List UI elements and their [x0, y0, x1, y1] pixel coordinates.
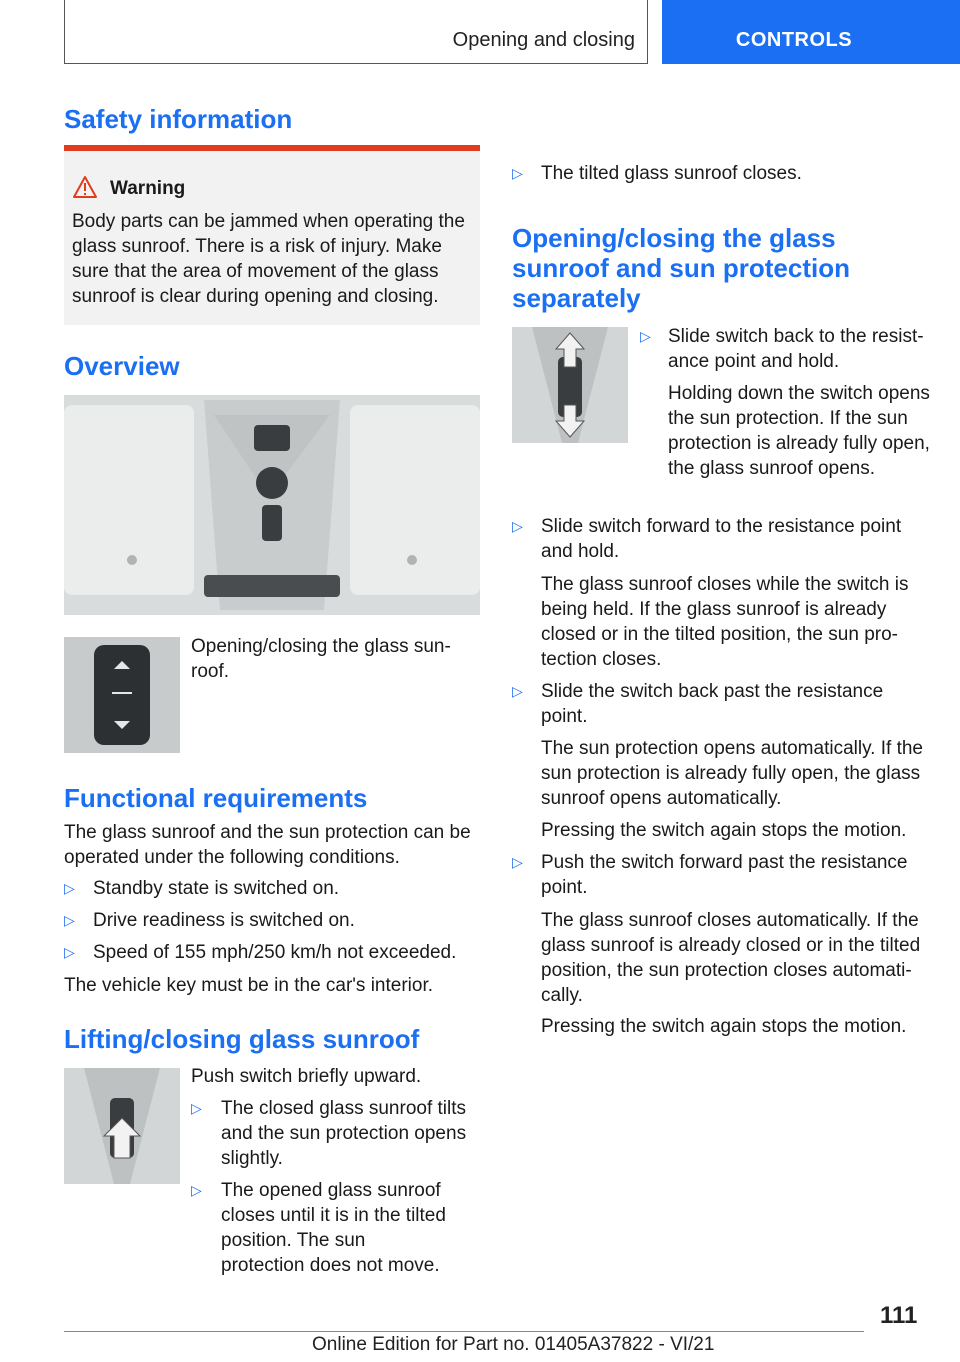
functional-heading: Functional requirements — [64, 783, 368, 813]
bullet-triangle-icon: ▷ — [512, 683, 523, 699]
overview-caption: Opening/closing the glass sun-roof. — [191, 636, 451, 682]
list-item: ▷ Slide switch back to the resist-ance point and hold. — [640, 326, 924, 372]
section-title: Opening and closing — [452, 29, 635, 51]
header-section-box — [64, 0, 648, 64]
lifting-intro: Push switch briefly upward. — [191, 1066, 422, 1087]
bullet-triangle-icon: ▷ — [512, 165, 523, 181]
bullet-triangle-icon: ▷ — [512, 518, 523, 534]
separately-detail: Holding down the switch opens the sun protection. If the sun protection is already fully open, the glass sunroof opens. — [668, 383, 930, 479]
list-item: ▷ The opened glass sunroof closes until it is in the tilted position. The sun protection does not move. — [191, 1180, 446, 1276]
warning-icon — [72, 175, 98, 199]
warning-text: Body parts can be jammed when operating the glass sunroof. There is a risk of injury. Make sure that the area of movement of the glass sunroof is clear during opening and closing. — [72, 211, 465, 307]
tab-controls[interactable]: CONTROLS — [735, 29, 853, 51]
list-item: ▷ The closed glass sunroof tilts and the sun protection opens slightly. — [191, 1098, 467, 1169]
list-item: ▷ Slide the switch back past the resistance point. — [512, 681, 884, 727]
separately-detail: Pressing the switch again stops the motion. — [541, 820, 907, 841]
switch-up-image — [64, 1068, 180, 1184]
functional-intro: The glass sunroof and the sun protection can be operated under the following conditions. — [64, 822, 471, 868]
list-item: ▷ Slide switch forward to the resistance point and hold. — [512, 516, 902, 562]
separately-heading: Opening/closing the glass sunroof and sun protection separately — [512, 223, 850, 313]
bullet-triangle-icon: ▷ — [64, 880, 75, 896]
footer-edition: Online Edition for Part no. 01405A37822 - VI/21 — [312, 1334, 715, 1355]
functional-note: The vehicle key must be in the car's interior. — [64, 975, 434, 996]
warning-box — [64, 145, 480, 325]
switch-closeup-image — [64, 637, 180, 753]
lifting-heading: Lifting/closing glass sunroof — [64, 1024, 420, 1054]
separately-detail: The glass sunroof closes automatically. If the glass sunroof is already closed or in the tilted position, the sun protection closes automati-cally. — [541, 910, 921, 1006]
separately-detail: Pressing the switch again stops the motion. — [541, 1016, 907, 1037]
bullet-triangle-icon: ▷ — [64, 912, 75, 928]
list-item: ▷ Push the switch forward past the resistance point. — [512, 852, 908, 898]
footer-divider — [64, 1331, 864, 1332]
page-number: 111 — [880, 1302, 918, 1329]
separately-detail: The glass sunroof closes while the switch is being held. If the glass sunroof is already closed or in the tilted position, the sun pro-tection closes. — [541, 574, 909, 670]
list-item: ▷ Drive readiness is switched on. — [64, 910, 355, 931]
safety-heading: Safety information — [64, 104, 293, 134]
switch-slide-image — [512, 327, 628, 443]
list-item: ▷ Standby state is switched on. — [64, 878, 340, 899]
separately-detail: The sun protection opens automatically. If the sun protection is already fully open, the glass sunroof opens automatically. — [541, 738, 923, 809]
warning-title: Warning — [110, 178, 186, 199]
list-item: ▷ The tilted glass sunroof closes. — [512, 163, 802, 184]
bullet-triangle-icon: ▷ — [191, 1100, 202, 1116]
bullet-triangle-icon: ▷ — [64, 944, 75, 960]
overhead-console-image — [64, 395, 480, 615]
header-tab-box[interactable] — [662, 0, 960, 64]
bullet-triangle-icon: ▷ — [640, 328, 651, 344]
bullet-triangle-icon: ▷ — [512, 854, 523, 870]
bullet-triangle-icon: ▷ — [191, 1182, 202, 1198]
overview-heading: Overview — [64, 351, 180, 381]
list-item: ▷ Speed of 155 mph/250 km/h not exceeded. — [64, 942, 457, 963]
